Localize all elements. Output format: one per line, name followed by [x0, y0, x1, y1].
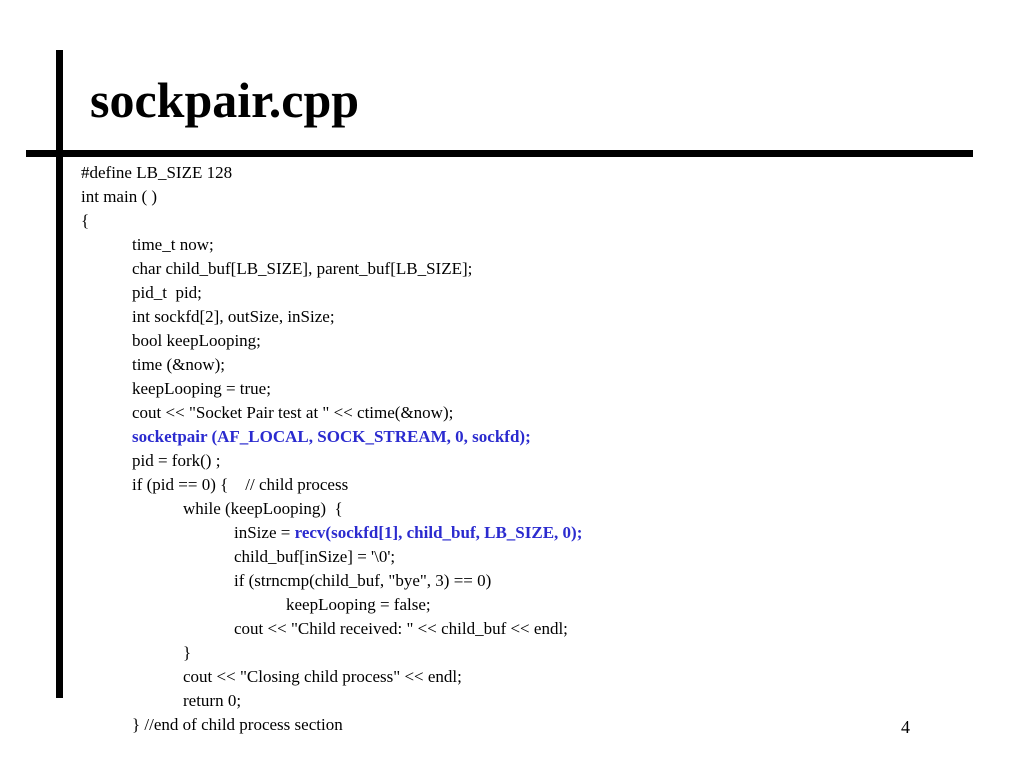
- code-line: pid_t pid;: [132, 283, 202, 302]
- code-line: pid = fork() ;: [132, 451, 221, 470]
- code-line: int sockfd[2], outSize, inSize;: [132, 307, 335, 326]
- code-line: int main ( ): [81, 187, 158, 206]
- code-text-highlighted: recv(sockfd[1], child_buf, LB_SIZE, 0);: [294, 523, 583, 542]
- horizontal-rule: [26, 150, 973, 157]
- code-line: return 0;: [183, 691, 242, 710]
- code-line: cout << "Child received: " << child_buf << endl;: [234, 619, 568, 638]
- code-line: {: [81, 211, 90, 230]
- code-listing: [0, 161, 1000, 737]
- code-line: while (keepLooping) {: [183, 499, 343, 518]
- code-line: }: [183, 643, 192, 662]
- code-line: child_buf[inSize] = '\0';: [234, 547, 396, 566]
- code-line: cout << "Closing child process" << endl;: [183, 667, 462, 686]
- slide-title: sockpair.cpp: [90, 72, 360, 128]
- code-line: if (pid == 0) { // child process: [132, 475, 349, 494]
- code-line-highlighted: socketpair (AF_LOCAL, SOCK_STREAM, 0, sockfd);: [132, 427, 531, 446]
- code-line: time_t now;: [132, 235, 214, 254]
- code-line: } //end of child process section: [132, 715, 343, 734]
- code-line: #define LB_SIZE 128: [81, 163, 233, 182]
- code-line: if (strncmp(child_buf, "bye", 3) == 0): [234, 571, 492, 590]
- code-line: time (&now);: [132, 355, 226, 374]
- code-line: keepLooping = false;: [286, 595, 431, 614]
- code-line: keepLooping = true;: [132, 379, 271, 398]
- code-line: char child_buf[LB_SIZE], parent_buf[LB_SIZE];: [132, 259, 473, 278]
- page-number: 4: [901, 717, 910, 737]
- code-line: bool keepLooping;: [132, 331, 261, 350]
- code-line: [0, 521, 1000, 545]
- code-line: cout << "Socket Pair test at " << ctime(&now);: [132, 403, 454, 422]
- code-text: inSize =: [234, 523, 295, 542]
